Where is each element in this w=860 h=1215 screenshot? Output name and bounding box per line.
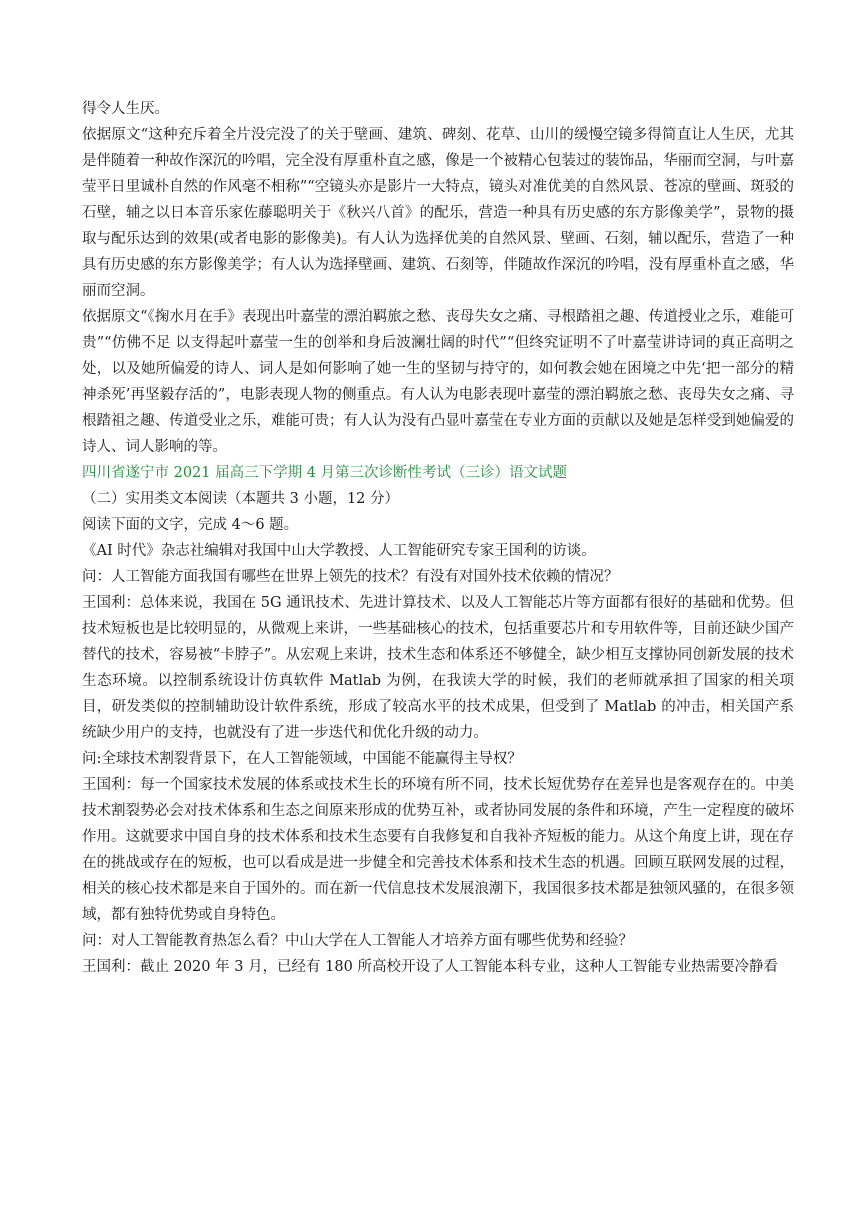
interview-question-2: 问:全球技术割裂背景下，在人工智能领域，中国能不能赢得主导权？ <box>82 751 522 767</box>
interview-question-3: 问：对人工智能教育热怎么看？中山大学在人工智能人才培养方面有哪些优势和经验？ <box>82 933 633 949</box>
source-citation: 四川省遂宁市 2021 届高三下学期 4 月第三次诊断性考试（三诊）语文试题 <box>82 465 568 481</box>
paragraph-analysis-2: 依据原文“《掬水月在手》表现出叶嘉莹的漂泊羁旅之愁、丧母失女之痛、寻根踏祖之趣、传道授业之乐，难能可贵”“仿佛不足 以支得起叶嘉莹一生的创举和身后波澜壮阔的时代”“但终究证明不了叶嘉莹讲诗词的真正高明之处，以及她所偏爱的诗人、词人是如何影响了她一生的坚韧与持守的，如何教会她在困境之中先‘把一部分的精神杀死’再坚毅存活的”，电影表现人物的侧重点。有人认为电影表现叶嘉莹的漂泊羁旅之愁、丧母失女之痛、寻根踏祖之趣、传道受业之乐，难能可贵；有人认为没有凸显叶嘉莹在专业方面的贡献以及她是怎样受到她偏爱的诗人、词人影响的等。 <box>82 309 794 455</box>
paragraph-analysis-1: 依据原文“这种充斥着全片没完没了的关于壁画、建筑、碑刻、花草、山川的缓慢空镜多得简直让人生厌，尤其是伴随着一种故作深沉的吟唱，完全没有厚重朴直之感，像是一个被精心包装过的装饰品，华丽而空洞，与叶嘉莹平日里诚朴自然的作风毫不相称”“空镜头亦是影片一大特点，镜头对准优美的自然风景、苍凉的壁画、斑驳的石壁，辅之以日本音乐家佐藤聪明关于《秋兴八首》的配乐，营造一种具有历史感的东方影像美学”，景物的摄取与配乐达到的效果(或者电影的影像美)。有人认为选择优美的自然风景、壁画、石刻，辅以配乐，营造了一种具有历史感的东方影像美学；有人认为选择壁画、建筑、石刻等，伴随故作深沉的吟唱，没有厚重朴直之感，华丽而空洞。 <box>82 127 794 299</box>
interview-intro: 《AI 时代》杂志社编辑对我国中山大学教授、人工智能研究专家王国利的访谈。 <box>82 543 596 559</box>
interview-answer-1: 王国利：总体来说，我国在 5G 通讯技术、先进计算技术、以及人工智能芯片等方面都有很好的基础和优势。但技术短板也是比较明显的，从微观上来讲，一些基础核心的技术，包括重要芯片和专用软件等，目前还缺少国产替代的技术，容易被“卡脖子”。从宏观上来讲，技术生态和体系还不够健全，缺少相互支撑协同创新发展的技术生态环境。以控制系统设计仿真软件 Matlab 为例，在我读大学的时候，我们的老师就承担了国家的相关项目，研发类似的控制辅助设计软件系统，形成了较高水平的技术成果，但受到了 Matlab 的冲击，相关国产系统缺少用户的支持，也就没有了进一步迭代和优化升级的动力。 <box>82 595 794 741</box>
interview-answer-2: 王国利：每一个国家技术发展的体系或技术生长的环境有所不同，技术长短优势存在差异也是客观存在的。中美技术割裂势必会对技术体系和生态之间原来形成的优势互补，或者协同发展的条件和环境，产生一定程度的破坏作用。这就要求中国自身的技术体系和技术生态要有自我修复和自我补齐短板的能力。从这个角度上讲，现在存在的挑战或存在的短板，也可以看成是进一步健全和完善技术体系和技术生态的机遇。回顾互联网发展的过程，相关的核心技术都是来自于国外的。而在新一代信息技术发展浪潮下，我国很多技术都是独领风骚的，在很多领域，都有独特优势或自身特色。 <box>82 777 794 923</box>
paragraph-continuation: 得令人生厌。 <box>82 101 169 117</box>
interview-question-1: 问：人工智能方面我国有哪些在世界上领先的技术？有没有对国外技术依赖的情况？ <box>82 569 619 585</box>
section-heading: （二）实用类文本阅读（本题共 3 小题，12 分） <box>82 491 400 507</box>
interview-answer-3: 王国利：截止 2020 年 3 月，已经有 180 所高校开设了人工智能本科专业，这种人工智能专业热需要冷静看 <box>82 959 778 975</box>
document-body <box>82 96 794 980</box>
instructions: 阅读下面的文字，完成 4～6 题。 <box>82 517 299 533</box>
